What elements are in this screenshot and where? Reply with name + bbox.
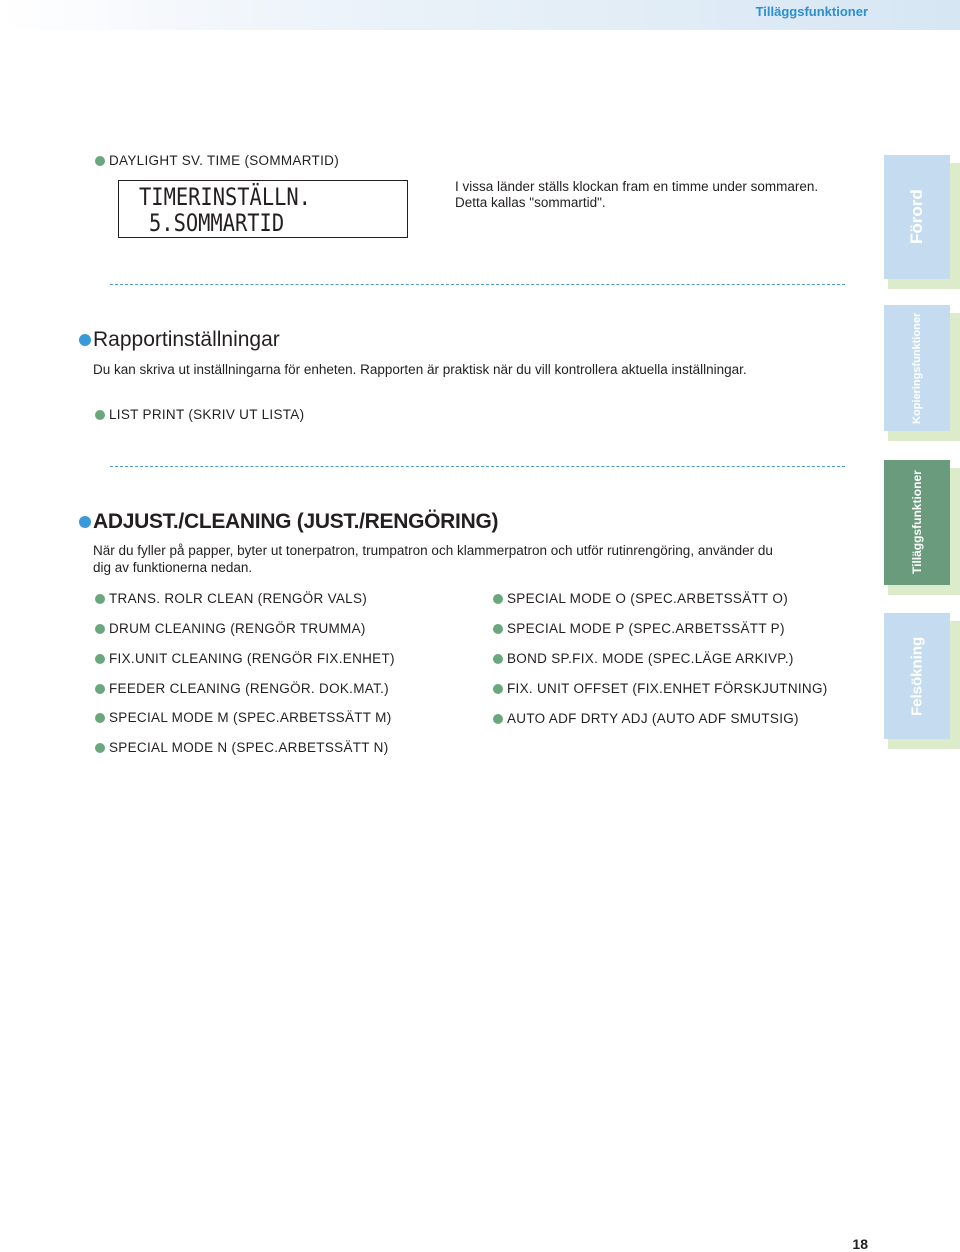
list-item: BOND SP.FIX. MODE (SPEC.LÄGE ARKIVP.)	[507, 651, 794, 666]
tab-label: Kopieringsfunktioner	[911, 312, 923, 424]
bullet-icon	[493, 624, 503, 634]
tab-shadow	[950, 621, 960, 749]
daylight-description-line-2: Detta kallas "sommartid".	[455, 195, 606, 210]
bullet-icon	[95, 743, 105, 753]
adjust-description-line-1: När du fyller på papper, byter ut tonerpatron, trumpatron och klammerpatron och utför rutinrengöring, använder du	[93, 543, 773, 558]
page-number: 18	[852, 1236, 868, 1252]
bullet-icon	[95, 594, 105, 604]
list-item: DRUM CLEANING (RENGÖR TRUMMA)	[109, 621, 366, 636]
list-item: SPECIAL MODE P (SPEC.ARBETSSÄTT P)	[507, 621, 785, 636]
bullet-icon	[95, 654, 105, 664]
lcd-line-2: 5.SOMMARTID	[149, 209, 285, 237]
daylight-description-line-1: I vissa länder ställs klockan fram en timme under sommaren.	[455, 179, 819, 194]
tab-shadow	[950, 468, 960, 595]
tab-shadow	[950, 313, 960, 441]
tab-label: Tilläggsfunktioner	[910, 470, 924, 575]
bullet-icon	[493, 684, 503, 694]
lcd-line-1: TIMERINSTÄLLN.	[139, 183, 311, 211]
list-item: FIX. UNIT OFFSET (FIX.ENHET FÖRSKJUTNING)	[507, 681, 828, 696]
report-description: Du kan skriva ut inställningarna för enheten. Rapporten är praktisk när du vill kontrollera aktuella inställningar.	[93, 362, 747, 377]
bullet-icon	[493, 654, 503, 664]
tab-label: Förord	[907, 189, 926, 245]
bullet-icon	[95, 713, 105, 723]
heading-bullet-icon	[79, 334, 91, 346]
bullet-icon	[95, 624, 105, 634]
list-print-item: LIST PRINT (SKRIV UT LISTA)	[109, 407, 305, 422]
list-item: AUTO ADF DRTY ADJ (AUTO ADF SMUTSIG)	[507, 711, 799, 726]
lcd-display	[118, 180, 408, 238]
bullet-icon	[493, 714, 503, 724]
tab-shadow	[950, 163, 960, 289]
tab-shadow	[888, 279, 960, 289]
tab-shadow	[888, 739, 960, 749]
tab-label: Felsökning	[908, 636, 926, 716]
daylight-label: DAYLIGHT SV. TIME (SOMMARTID)	[109, 153, 339, 168]
list-item: FEEDER CLEANING (RENGÖR. DOK.MAT.)	[109, 681, 389, 696]
tab-shadow	[888, 585, 960, 595]
list-item: TRANS. ROLR CLEAN (RENGÖR VALS)	[109, 591, 368, 606]
adjust-description-line-2: dig av funktionerna nedan.	[93, 560, 253, 575]
list-item: SPECIAL MODE N (SPEC.ARBETSSÄTT N)	[109, 740, 389, 755]
list-item: FIX.UNIT CLEANING (RENGÖR FIX.ENHET)	[109, 651, 395, 666]
list-item: SPECIAL MODE M (SPEC.ARBETSSÄTT M)	[109, 710, 392, 725]
bullet-icon	[95, 684, 105, 694]
tab-forord[interactable]	[884, 155, 960, 289]
report-heading: Rapportinställningar	[93, 328, 280, 351]
tab-shadow	[888, 431, 960, 441]
tab-felsokning[interactable]	[884, 613, 960, 749]
tab-tillaggsfunktioner[interactable]	[884, 460, 960, 595]
section-title: Tilläggsfunktioner	[755, 4, 868, 19]
section-divider	[110, 284, 845, 285]
bullet-icon	[493, 594, 503, 604]
bullet-icon	[95, 410, 105, 420]
adjust-heading: ADJUST./CLEANING (JUST./RENGÖRING)	[93, 510, 499, 533]
list-item: SPECIAL MODE O (SPEC.ARBETSSÄTT O)	[507, 591, 789, 606]
section-divider	[110, 466, 845, 467]
tab-kopieringsfunktioner[interactable]	[884, 305, 960, 441]
bullet-icon	[95, 156, 105, 166]
heading-bullet-icon	[79, 516, 91, 528]
